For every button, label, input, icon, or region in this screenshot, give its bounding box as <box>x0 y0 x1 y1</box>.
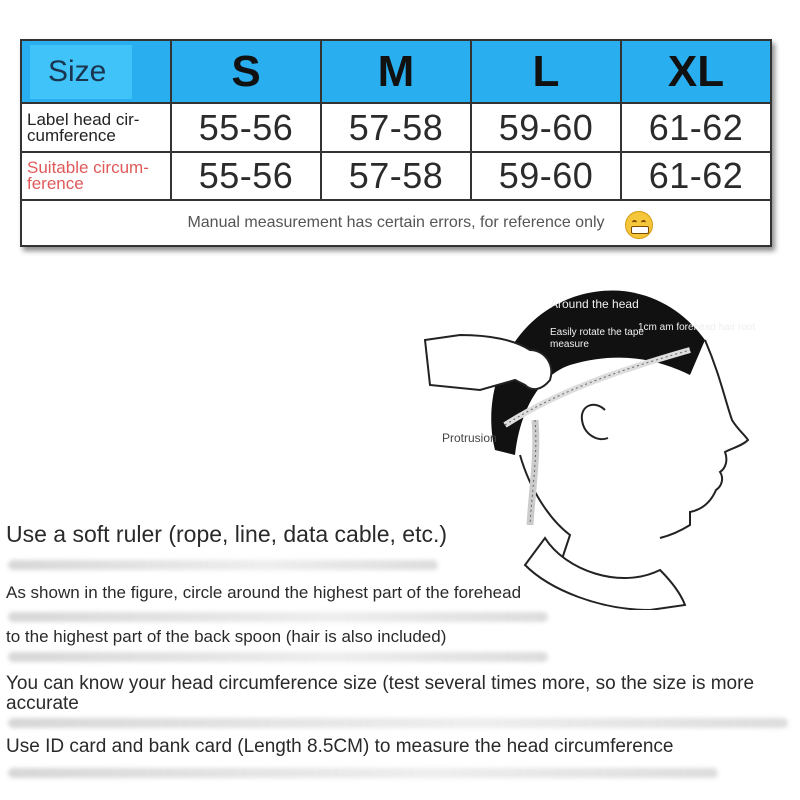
cell-value: 61-62 <box>648 155 744 196</box>
table-cell <box>322 153 472 199</box>
suitable-circumference-row <box>22 153 770 201</box>
blurred-reflection <box>8 612 548 622</box>
cell-value: 55-56 <box>198 155 294 196</box>
size-xl-header <box>622 41 770 102</box>
head-measurement-illustration <box>420 280 780 610</box>
cell-value: 59-60 <box>498 106 594 148</box>
label-around-head: Around the head <box>550 297 639 311</box>
table-cell <box>472 153 622 199</box>
label-protrusion: Protrusion <box>442 431 497 445</box>
measurement-note: Manual measurement has certain errors, for reference only <box>187 214 605 231</box>
cell-value: 57-58 <box>348 155 444 196</box>
size-letter: S <box>231 46 261 96</box>
instruction-test-several-times: You can know your head circumference size (test several times more, so the size is more accurate <box>6 673 755 714</box>
blurred-reflection <box>8 718 788 728</box>
hanging-tape <box>530 420 536 525</box>
size-letter: L <box>532 46 560 96</box>
blurred-reflection <box>8 560 438 570</box>
face-profile <box>660 340 748 538</box>
size-chart-table <box>20 39 772 247</box>
size-header-cell <box>22 41 172 102</box>
cell-value: 59-60 <box>498 155 594 196</box>
table-cell <box>622 104 770 151</box>
size-header-row <box>22 41 770 104</box>
size-letter: XL <box>667 46 725 96</box>
cell-value: 55-56 <box>198 106 294 148</box>
ear-outline <box>582 405 608 439</box>
instruction-circle-forehead: As shown in the figure, circle around the highest part of the forehead <box>6 583 522 602</box>
table-cell <box>322 104 472 151</box>
size-m-header <box>322 41 472 102</box>
cell-value: 57-58 <box>348 106 444 148</box>
label-rotate-tape: Easily rotate the tape measure <box>550 327 644 350</box>
instruction-id-card: Use ID card and bank card (Length 8.5CM) to measure the head circumference <box>6 736 674 757</box>
table-cell <box>622 153 770 199</box>
table-cell <box>472 104 622 151</box>
collar-outline <box>525 538 685 610</box>
grinning-emoji-icon <box>625 211 653 239</box>
note-row <box>22 201 770 245</box>
blurred-reflection <box>8 652 548 662</box>
blurred-reflection <box>8 768 718 778</box>
instruction-soft-ruler: Use a soft ruler (rope, line, data cable, etc.) <box>6 521 448 547</box>
label-circumference-row <box>22 104 770 153</box>
table-cell <box>172 153 322 199</box>
instruction-back-spoon: to the highest part of the back spoon (hair is also included) <box>6 627 447 646</box>
row-label: Label head cir-cumference <box>22 104 172 151</box>
row-label: Suitable circum-ference <box>22 153 172 199</box>
size-l-header <box>472 41 622 102</box>
size-letter: M <box>377 46 415 96</box>
cell-value: 61-62 <box>648 106 744 148</box>
label-forehead-root: 1cm am forehead hair root <box>638 322 756 333</box>
size-header-label: Size <box>30 45 132 99</box>
size-s-header <box>172 41 322 102</box>
table-cell <box>172 104 322 151</box>
